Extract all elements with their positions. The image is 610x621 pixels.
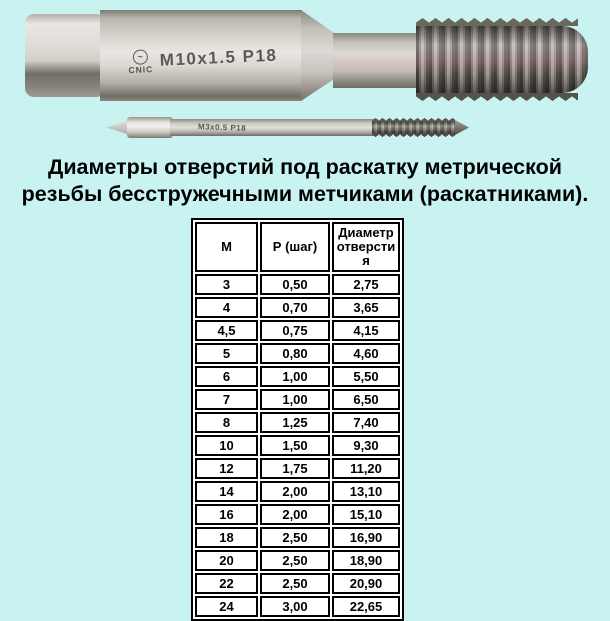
table-row: [195, 458, 400, 479]
page-title: [16, 154, 594, 208]
title-line-2: резьбы бесстружечными метчиками (раскатниками).: [21, 182, 589, 206]
table-header-row: [195, 222, 400, 272]
table-cell: 0,50: [260, 274, 330, 295]
table-cell: 0,70: [260, 297, 330, 318]
table-cell: 5: [195, 343, 258, 364]
table-cell: 5,50: [332, 366, 400, 387]
large-tap-neck: [333, 33, 417, 88]
table-cell: 2,50: [260, 527, 330, 548]
table-cell: 0,75: [260, 320, 330, 341]
table-row: [195, 389, 400, 410]
table-cell: 2,00: [260, 481, 330, 502]
table-cell: 20: [195, 550, 258, 571]
header-cell-m: М: [195, 222, 258, 272]
table-cell: 2,50: [260, 573, 330, 594]
large-tap-square-shank: [25, 14, 105, 97]
table-row: [195, 274, 400, 295]
table-row: [195, 412, 400, 433]
table-cell: 6,50: [332, 389, 400, 410]
table-cell: 2,50: [260, 550, 330, 571]
table-cell: 8: [195, 412, 258, 433]
cnic-logo-icon: ~: [132, 49, 148, 65]
large-tap-size-marking: M10x1.5 P18: [159, 45, 278, 70]
thread-teeth-top: [416, 18, 578, 26]
table-cell: 1,00: [260, 389, 330, 410]
table-row: [195, 596, 400, 617]
small-tap-tip-right: [455, 120, 469, 135]
table-cell: 7: [195, 389, 258, 410]
table-cell: 15,10: [332, 504, 400, 525]
title-line-1: Диаметры отверстий под раскатку метрической: [48, 155, 562, 179]
table-row: [195, 343, 400, 364]
header-cell-diameter: Диаметр отверстия: [332, 222, 400, 272]
table-row: [195, 297, 400, 318]
table-cell: 22,65: [332, 596, 400, 617]
table-cell: 2,75: [332, 274, 400, 295]
table-cell: 1,75: [260, 458, 330, 479]
table-cell: 14: [195, 481, 258, 502]
product-photo: [0, 0, 610, 150]
table-row: [195, 435, 400, 456]
table-cell: 3,00: [260, 596, 330, 617]
table-row: [195, 573, 400, 594]
table-cell: 3: [195, 274, 258, 295]
table-cell: 18: [195, 527, 258, 548]
table-cell: 3,65: [332, 297, 400, 318]
table-row: [195, 320, 400, 341]
table-cell: 1,00: [260, 366, 330, 387]
table-cell: 11,20: [332, 458, 400, 479]
large-tap-thread: [416, 18, 588, 101]
table-cell: 10: [195, 435, 258, 456]
table-cell: 16: [195, 504, 258, 525]
small-tap-shank: [170, 119, 374, 136]
table-cell: 4,5: [195, 320, 258, 341]
table-row: [195, 550, 400, 571]
table-cell: 4,15: [332, 320, 400, 341]
table-cell: 1,25: [260, 412, 330, 433]
small-tap-collar: [127, 117, 173, 138]
table-row: [195, 481, 400, 502]
table-cell: 24: [195, 596, 258, 617]
thread-teeth-bottom: [372, 133, 456, 137]
table-row: [195, 504, 400, 525]
table-cell: 12: [195, 458, 258, 479]
table-cell: 4: [195, 297, 258, 318]
table-cell: 18,90: [332, 550, 400, 571]
table-cell: 1,50: [260, 435, 330, 456]
small-tap-thread: [372, 118, 456, 137]
table-row: [195, 527, 400, 548]
table-cell: 4,60: [332, 343, 400, 364]
table-cell: 0,80: [260, 343, 330, 364]
cnic-logo: [128, 49, 154, 75]
thread-teeth-bottom: [416, 93, 578, 101]
thread-core: [416, 26, 588, 93]
table-cell: 7,40: [332, 412, 400, 433]
header-cell-pitch: Р (шаг): [260, 222, 330, 272]
table-cell: 13,10: [332, 481, 400, 502]
cnic-brand-label: CNIC: [128, 63, 154, 75]
hole-diameter-table: [191, 218, 404, 621]
small-tap-size-marking: M3x0.5 P18: [197, 122, 247, 133]
table-cell: 22: [195, 573, 258, 594]
table-cell: 16,90: [332, 527, 400, 548]
table-cell: 2,00: [260, 504, 330, 525]
table-cell: 9,30: [332, 435, 400, 456]
thread-core: [372, 122, 456, 133]
table-cell: 6: [195, 366, 258, 387]
table-row: [195, 366, 400, 387]
table-cell: 20,90: [332, 573, 400, 594]
